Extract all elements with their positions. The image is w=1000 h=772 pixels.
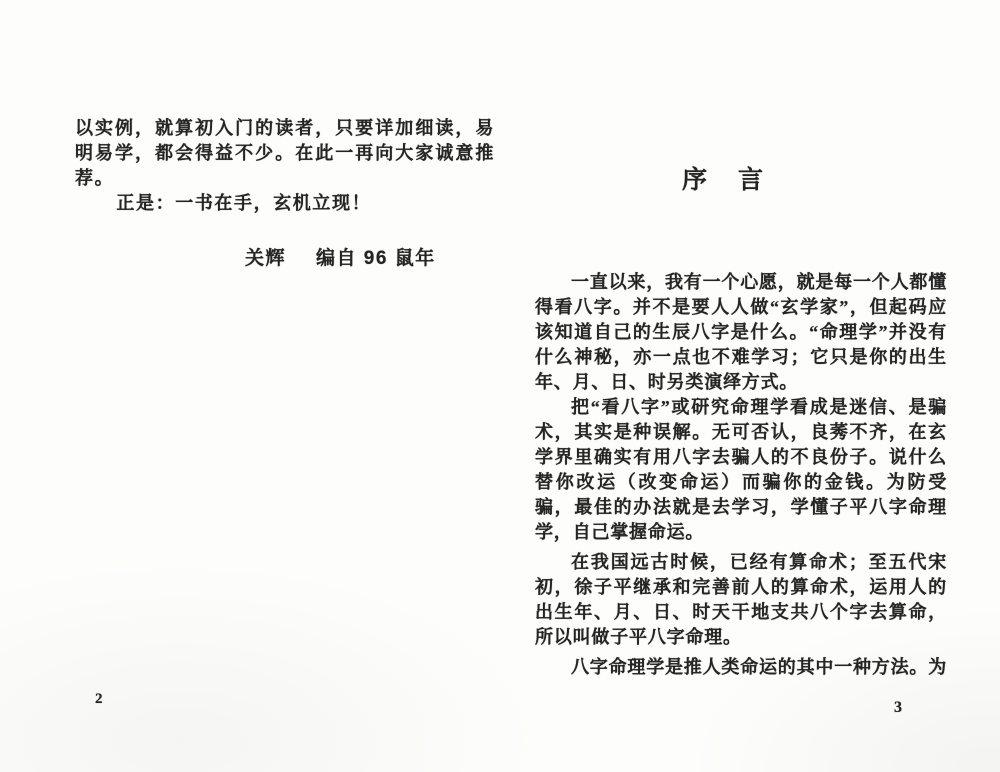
preface-text-block [535,270,947,680]
signature-author: 关辉 [245,248,287,269]
preface-title: 序 言 [681,167,766,194]
page-number-left: 2 [95,691,103,707]
preface-paragraph: 一直以来，我有一个心愿，就是每一个人都懂得看八字。并不是要人人做“玄学家”，但起码应该知道自己的生辰八字是什么。“命理学”并没有什么神秘，亦一点也不难学习；它只是你的出生年、月、日、时另类演绎方式。 [535,272,947,392]
preface-paragraph: 八字命理学是推人类命运的其中一种方法。为 [571,657,947,677]
signature-note: 编自 96 鼠年 [316,248,436,269]
page-number-right: 3 [894,699,902,716]
preface-paragraph: 把“看八字”或研究命理学看成是迷信、是骗术，其实是种误解。无可否认，良莠不齐，在玄学界里确实有用八字去骗人的不良份子。说什么替你改运（改变命运）而骗你的金钱。为防受骗，最佳的办法就是去学习，学懂子平八字命理学，自己掌握命运。 [535,397,947,542]
left-page-body-paragraph: 以实例，就算初入门的读者，只要详加细读，易明易学，都会得益不少。在此一再向大家诚意推荐。 [75,118,495,188]
preface-paragraph: 在我国远古时候，已经有算命术；至五代宋初，徐子平继承和完善前人的算命术，运用人的出生年、月、日、时天干地支共八个字去算命，所以叫做子平八字命理。 [535,552,947,647]
promo-line: 正是：一书在手，玄机立现！ [116,193,372,213]
